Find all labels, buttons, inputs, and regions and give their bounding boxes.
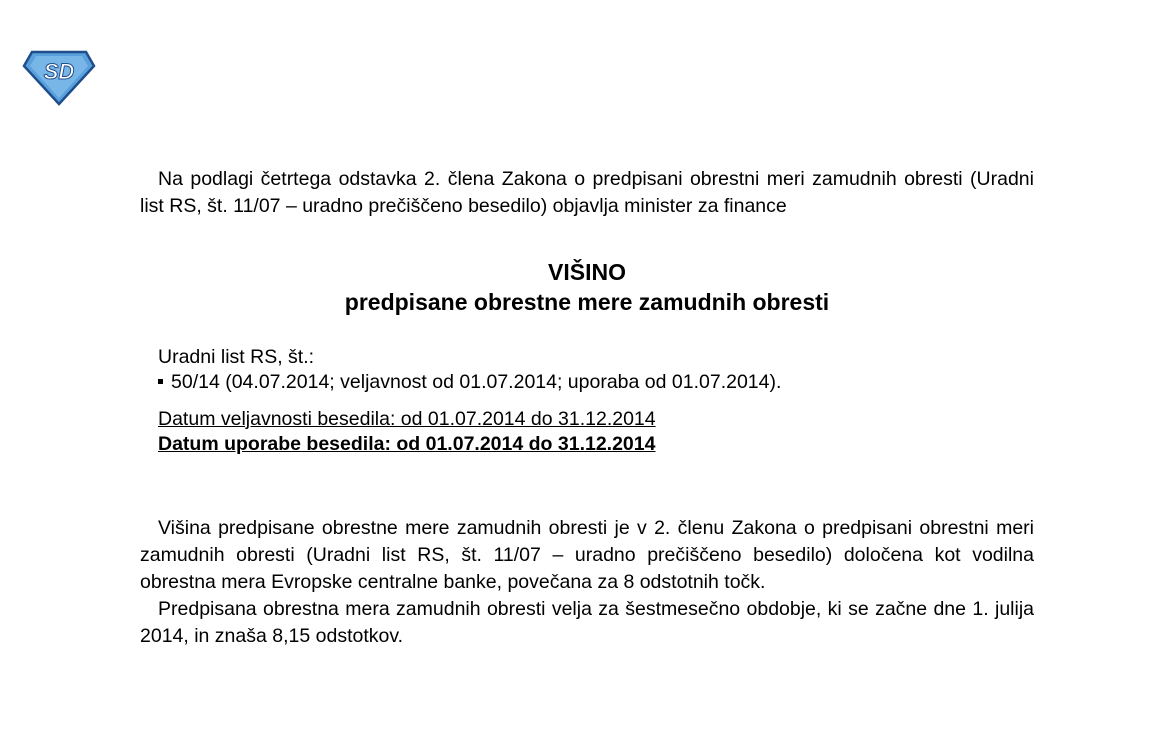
bullet-icon bbox=[158, 379, 163, 384]
date-block bbox=[140, 407, 1034, 457]
logo-graphic bbox=[22, 50, 96, 106]
logo-letters: SD bbox=[43, 59, 75, 84]
gazette-reference bbox=[140, 345, 1034, 395]
title-main: VIŠINO bbox=[548, 259, 626, 285]
body-paragraph-2: Predpisana obrestna mera zamudnih obresti velja za šestmesečno obdobje, ki se začne dne 1. julija 2014, in znaša 8,15 odstotkov. bbox=[140, 598, 1034, 647]
document-title bbox=[140, 257, 1034, 317]
intro-paragraph: Na podlagi četrtega odstavka 2. člena Zakona o predpisani obrestni meri zamudnih obresti (Uradni list RS, št. 11/07 – uradno prečiščeno besedilo) objavlja minister za finance bbox=[140, 168, 1034, 217]
body-paragraph-1: Višina predpisane obrestne mere zamudnih obresti je v 2. členu Zakona o predpisani obrestni meri zamudnih obresti (Uradni list RS, št. 11/07 – uradno prečiščeno besedilo) določena kot vodilna obrestna mera Evropske centralne banke, povečana za 8 odstotnih točk. bbox=[140, 517, 1034, 593]
gazette-label: Uradni list RS, št.: bbox=[158, 346, 315, 368]
gazette-entry bbox=[158, 370, 1034, 395]
sd-diamond-logo-icon bbox=[22, 50, 96, 106]
document-content bbox=[140, 166, 1034, 650]
gazette-entry-text: 50/14 (04.07.2014; veljavnost od 01.07.2014; uporaba od 01.07.2014). bbox=[171, 371, 782, 393]
body-text bbox=[140, 515, 1034, 650]
title-subtitle: predpisane obrestne mere zamudnih obresti bbox=[344, 289, 830, 315]
application-date: Datum uporabe besedila: od 01.07.2014 do 31.12.2014 bbox=[158, 433, 656, 455]
validity-date: Datum veljavnosti besedila: od 01.07.2014 do 31.12.2014 bbox=[158, 408, 656, 430]
